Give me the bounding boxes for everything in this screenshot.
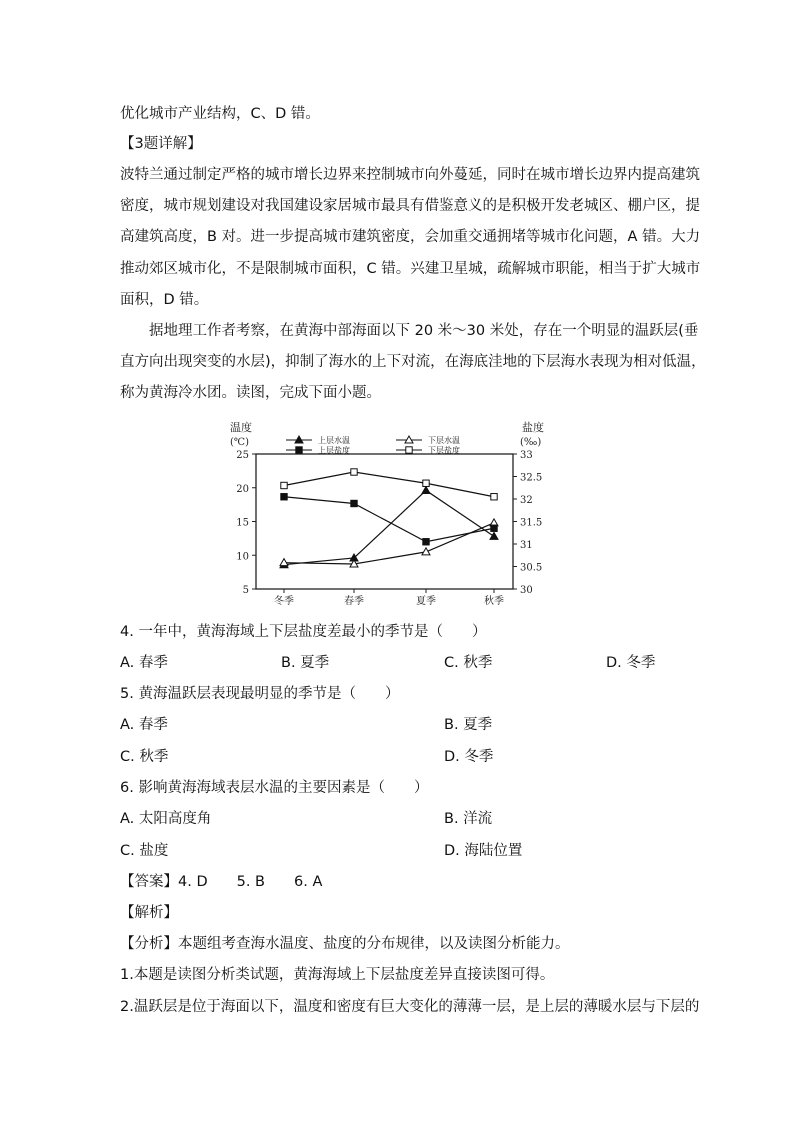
analysis-line: 1.本题是读图分析类试题，黄海海域上下层盐度差异直接读图可得。 xyxy=(120,967,555,983)
data-point xyxy=(281,494,287,500)
intro-line: 据地理工作者考察，在黄海中部海面以下 20 米～30 米处，存在一个明显的温跃层(垂 xyxy=(149,323,699,339)
analysis-heading: 【解析】 xyxy=(120,905,178,921)
q5-option-b[interactable]: B. 夏季 xyxy=(444,717,493,733)
right-axis-title: 盐度 xyxy=(522,421,544,434)
series-line xyxy=(284,523,494,564)
legend-label: 下层水温 xyxy=(428,436,460,445)
right-tick-label: 32 xyxy=(520,495,533,506)
answer-line: 【答案】4. D 5. B 6. A xyxy=(120,874,323,890)
left-axis-unit: (℃) xyxy=(230,437,249,448)
q4-option-a[interactable]: A. 春季 xyxy=(120,655,168,671)
right-tick-label: 32.5 xyxy=(520,472,543,484)
intro-line: 直方向出现突变的水层)，抑制了海水的上下对流，在海底洼地的下层海水表现为相对低温， xyxy=(120,354,706,370)
q4-option-b[interactable]: B. 夏季 xyxy=(281,655,330,671)
q3-line: 高建筑高度，B 对。进一步提高城市建筑密度，会加重交通拥堵等城市化问题，A 错。大力 xyxy=(120,229,701,245)
q5-option-d[interactable]: D. 冬季 xyxy=(444,749,494,765)
right-tick-label: 30 xyxy=(520,585,533,596)
x-tick-label: 秋季 xyxy=(484,596,504,607)
q3-line: 推动郊区城市化，不是限制城市面积，C 错。兴建卫星城，疏解城市职能，相当于扩大城市 xyxy=(120,261,701,277)
left-tick-label: 15 xyxy=(236,517,249,529)
q6-option-a[interactable]: A. 太阳高度角 xyxy=(120,811,212,827)
series-line xyxy=(284,472,494,497)
q3-line: 密度，城市规划建设对我国建设家居城市最具有借鉴意义的是积极开发老城区、棚户区，提 xyxy=(120,198,700,214)
q4-option-c[interactable]: C. 秋季 xyxy=(444,655,493,671)
data-point xyxy=(491,525,497,531)
q5-option-c[interactable]: C. 秋季 xyxy=(120,749,169,765)
right-tick-label: 31 xyxy=(520,540,533,551)
right-tick-label: 31.5 xyxy=(520,517,543,529)
plot-frame xyxy=(256,454,513,589)
q5-option-a[interactable]: A. 春季 xyxy=(120,717,168,733)
left-tick-label: 5 xyxy=(242,585,249,596)
data-point xyxy=(422,486,430,493)
q6-option-d[interactable]: D. 海陆位置 xyxy=(444,843,523,859)
data-point xyxy=(423,480,429,486)
right-tick-label: 30.5 xyxy=(520,562,543,574)
x-tick-label: 夏季 xyxy=(416,596,436,607)
data-point xyxy=(490,532,498,539)
q6-option-b[interactable]: B. 洋流 xyxy=(444,811,493,827)
legend-marker xyxy=(296,447,302,453)
data-point xyxy=(351,500,357,506)
q6-option-c[interactable]: C. 盐度 xyxy=(120,843,169,859)
q3-line: 波特兰通过制定严格的城市增长边界来控制城市向外蔓延，同时在城市增长边界内提高建筑 xyxy=(120,167,700,183)
q3-line: 面积，D 错。 xyxy=(120,292,209,308)
legend-marker xyxy=(406,447,412,453)
temperature-salinity-chart xyxy=(226,418,552,608)
series-line xyxy=(284,490,494,564)
intro-line: 称为黄海冷水团。读图，完成下面小题。 xyxy=(120,385,381,401)
legend-label: 上层盐度 xyxy=(318,446,350,455)
q3-heading: 【3题详解】 xyxy=(120,136,202,152)
legend-label: 上层水温 xyxy=(318,436,350,445)
right-axis-unit: (‰) xyxy=(520,437,542,448)
left-tick-label: 10 xyxy=(236,551,249,563)
series-line xyxy=(284,497,494,542)
q5-stem: 5. 黄海温跃层表现最明显的季节是（ ） xyxy=(120,686,400,702)
left-axis-title: 温度 xyxy=(230,421,252,434)
data-point xyxy=(351,469,357,475)
q6-stem: 6. 影响黄海海域表层水温的主要因素是（ ） xyxy=(120,780,429,796)
data-point xyxy=(281,482,287,488)
q4-stem: 4. 一年中，黄海海域上下层盐度差最小的季节是（ ） xyxy=(120,624,487,640)
analysis-line: 【分析】本题组考查海水温度、盐度的分布规律，以及读图分析能力。 xyxy=(120,936,570,952)
left-tick-label: 25 xyxy=(236,450,249,461)
legend-label: 下层盐度 xyxy=(428,446,460,455)
data-point xyxy=(422,548,430,555)
data-point xyxy=(491,494,497,500)
q4-option-d[interactable]: D. 冬季 xyxy=(606,655,656,671)
x-tick-label: 冬季 xyxy=(274,596,294,607)
left-tick-label: 20 xyxy=(236,483,249,495)
right-tick-label: 33 xyxy=(520,450,533,461)
chart-svg xyxy=(226,418,552,608)
analysis-line: 2.温跃层是位于海面以下，温度和密度有巨大变化的薄薄一层，是上层的薄暖水层与下层的 xyxy=(120,999,700,1015)
paragraph-tail: 优化城市产业结构，C、D 错。 xyxy=(120,106,320,122)
data-point xyxy=(423,539,429,545)
x-tick-label: 春季 xyxy=(344,596,364,607)
